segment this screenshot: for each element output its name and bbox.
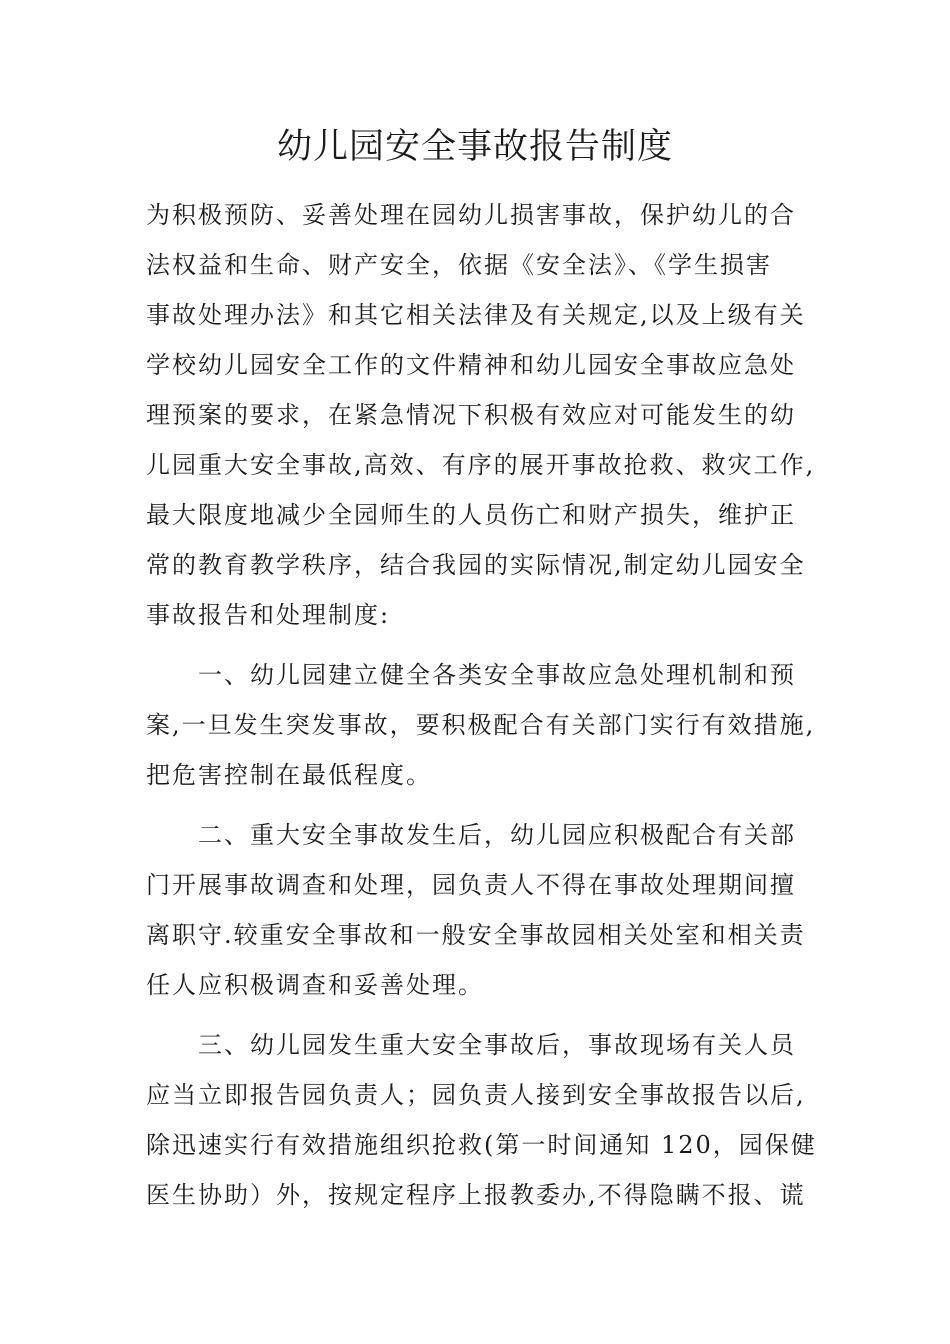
paragraph-item-2 bbox=[146, 810, 816, 1010]
text-line: 法权益和生命、财产安全，依据《安全法》、《学生损害 bbox=[146, 251, 772, 279]
document-body bbox=[146, 190, 816, 1220]
text-line: 案,一旦发生突发事故，要积极配合有关部门实行有效措施, bbox=[146, 711, 816, 739]
document-title: 幼儿园安全事故报告制度 bbox=[276, 127, 673, 167]
text-line: 应当立即报告园负责人；园负责人接到安全事故报告以后, bbox=[146, 1081, 806, 1109]
text-line: 事故报告和处理制度: bbox=[146, 601, 391, 629]
text-line: 二、重大安全事故发生后，幼儿园应积极配合有关部 bbox=[198, 821, 796, 849]
text-line: 门开展事故调查和处理，园负责人不得在事故处理期间擅 bbox=[146, 871, 796, 899]
text-line: 一、幼儿园建立健全各类安全事故应急处理机制和预 bbox=[198, 661, 796, 689]
text-line: 离职守.较重安全事故和一般安全事故园相关处室和相关责 bbox=[146, 921, 806, 949]
text-line: 儿园重大安全事故,高效、有序的展开事故抢救、救灾工作, bbox=[146, 451, 816, 479]
paragraph-item-3 bbox=[146, 1020, 816, 1220]
text-line: 事故处理办法》和其它相关法律及有关规定,以及上级有关 bbox=[146, 301, 806, 329]
paragraph-intro bbox=[146, 190, 816, 640]
text-line: 学校幼儿园安全工作的文件精神和幼儿园安全事故应急处 bbox=[146, 351, 796, 379]
paragraph-item-1 bbox=[146, 650, 816, 800]
text-line: 医生协助）外，按规定程序上报教委办,不得隐瞒不报、谎 bbox=[146, 1181, 806, 1209]
text-line: 为积极预防、妥善处理在园幼儿损害事故，保护幼儿的合 bbox=[146, 201, 796, 229]
text-line: 三、幼儿园发生重大安全事故后，事故现场有关人员 bbox=[198, 1031, 796, 1059]
text-line: 理预案的要求，在紧急情况下积极有效应对可能发生的幼 bbox=[146, 401, 796, 429]
text-line: 常的教育教学秩序，结合我园的实际情况,制定幼儿园安全 bbox=[146, 551, 806, 579]
text-line: 最大限度地减少全园师生的人员伤亡和财产损失，维护正 bbox=[146, 501, 796, 529]
text-line: 把危害控制在最低程度。 bbox=[146, 761, 432, 789]
text-line: 除迅速实行有效措施组织抢救(第一时间通知 120，园保健 bbox=[146, 1131, 817, 1159]
text-line: 任人应积极调查和妥善处理。 bbox=[146, 971, 484, 999]
